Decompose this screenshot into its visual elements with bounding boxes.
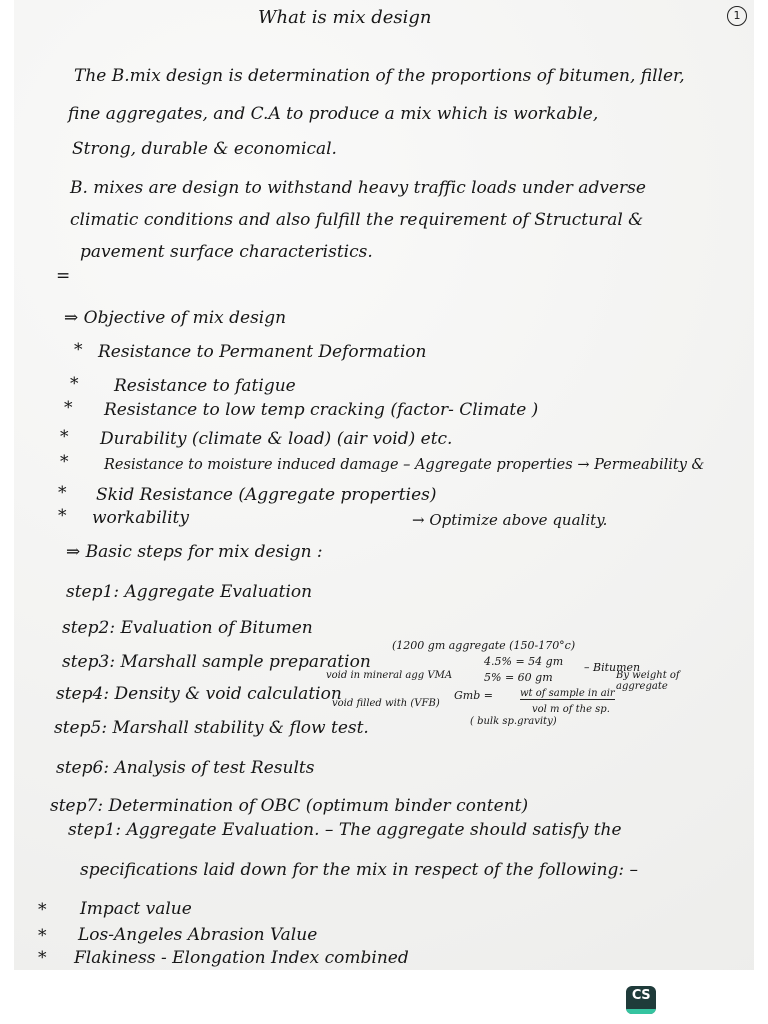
objective-bullet: * xyxy=(60,427,69,447)
step4-vfb-note: void filled with (VFB) xyxy=(332,698,440,709)
step-item: step5: Marshall stability & flow test. xyxy=(54,718,369,738)
paragraph2-line-2: climatic conditions and also fulfill the requirement of Structural & xyxy=(70,210,644,230)
paragraph2-line-3: pavement surface characteristics. xyxy=(80,242,373,262)
basic-steps-heading: ⇒ Basic steps for mix design : xyxy=(66,542,323,562)
objective-text: Resistance to Permanent Deformation xyxy=(98,342,427,362)
test-bullet: * xyxy=(38,900,47,920)
paragraph2-line-1: B. mixes are design to withstand heavy traffic loads under adverse xyxy=(70,178,646,198)
objective-text: Skid Resistance (Aggregate properties) xyxy=(96,485,437,505)
step-item: step1: Aggregate Evaluation xyxy=(66,582,313,602)
step-item: step6: Analysis of test Results xyxy=(56,758,315,778)
step3-bitumen-line1: 4.5% = 54 gm xyxy=(484,655,564,668)
objective-heading: ⇒ Objective of mix design xyxy=(64,308,287,328)
page-title: What is mix design xyxy=(258,7,432,28)
paragraph1-line-3: Strong, durable & economical. xyxy=(72,139,337,159)
step3-bitumen-label: – Bitumen xyxy=(584,661,641,674)
step4-gmb-label: Gmb = xyxy=(454,689,493,702)
separator-mark: = xyxy=(56,266,71,286)
camscanner-logo-icon xyxy=(626,986,656,1014)
step3-bitumen-line2: 5% = 60 gm xyxy=(484,671,553,684)
step-item: step3: Marshall sample preparation xyxy=(62,652,371,672)
test-bullet: * xyxy=(38,926,47,946)
step3-aggregate-note: (1200 gm aggregate (150-170°c) xyxy=(392,639,576,652)
paragraph1-line-2: fine aggregates, and C.A to produce a mix which is workable, xyxy=(68,104,599,124)
step-item: step4: Density & void calculation xyxy=(56,684,342,704)
objective-bullet: * xyxy=(74,340,83,360)
step1-detail-line-1: step1: Aggregate Evaluation. – The aggregate should satisfy the xyxy=(68,820,622,840)
objective-text: Durability (climate & load) (air void) etc. xyxy=(100,429,453,449)
objective-bullet: * xyxy=(58,506,67,526)
test-text: Impact value xyxy=(80,899,192,919)
step4-bulk-note: ( bulk sp.gravity) xyxy=(470,716,557,727)
test-text: Los-Angeles Abrasion Value xyxy=(78,925,318,945)
step4-gmb-numerator: wt of sample in air xyxy=(520,688,615,699)
objective-bullet: * xyxy=(64,398,73,418)
logo-accent-bar xyxy=(626,1009,656,1014)
objective-bullet: * xyxy=(60,452,69,472)
step-item: step7: Determination of OBC (optimum binder content) xyxy=(50,796,529,816)
objective-text: Resistance to fatigue xyxy=(114,376,296,396)
test-text: Flakiness - Elongation Index combined xyxy=(74,948,409,968)
page-number: 1 xyxy=(727,6,747,26)
step4-by-weight-note: By weight of aggregate xyxy=(616,670,680,692)
objective-text: Resistance to low temp cracking (factor- Climate ) xyxy=(104,400,539,420)
objective-text: workability xyxy=(92,508,189,528)
objective-bullet: * xyxy=(70,374,79,394)
paragraph1-line-1: The B.mix design is determination of the proportions of bitumen, filler, xyxy=(74,66,685,86)
step-item: step2: Evaluation of Bitumen xyxy=(62,618,313,638)
objective-text: Resistance to moisture induced damage – Aggregate properties → Permeability & xyxy=(104,457,705,473)
test-bullet: * xyxy=(38,948,47,968)
step4-vma-note: void in mineral agg VMA xyxy=(326,670,453,681)
optimize-note: → Optimize above quality. xyxy=(412,511,608,529)
objective-bullet: * xyxy=(58,483,67,503)
logo-text: CS xyxy=(631,988,651,1003)
step4-gmb-denominator: vol m of the sp. xyxy=(532,704,610,715)
step1-detail-line-2: specifications laid down for the mix in respect of the following: – xyxy=(80,860,639,880)
